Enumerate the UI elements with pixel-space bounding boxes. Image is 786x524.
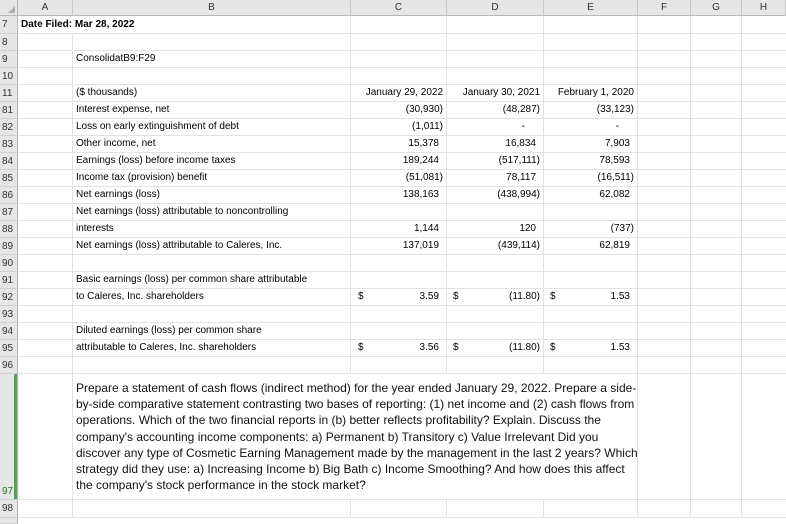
currency-symbol: $ <box>453 342 459 353</box>
value-2022: 1,144 <box>413 223 439 234</box>
value-2021: (11.80) <box>509 291 540 302</box>
cell[interactable] <box>691 306 742 322</box>
cell[interactable] <box>544 272 638 288</box>
cell[interactable] <box>638 238 691 254</box>
cell[interactable] <box>544 255 638 271</box>
cell-label[interactable] <box>73 238 351 254</box>
cell-d11[interactable] <box>447 85 544 101</box>
row-header[interactable]: 90 <box>0 255 18 272</box>
cell-b11[interactable] <box>73 85 351 101</box>
cell[interactable] <box>638 272 691 288</box>
value-2022: (1,011) <box>412 121 443 132</box>
sheet-row <box>18 34 786 51</box>
cell-c11[interactable] <box>351 85 447 101</box>
cell[interactable] <box>544 323 638 339</box>
value-2020: 62,082 <box>599 189 630 200</box>
cell[interactable] <box>18 153 73 169</box>
cell[interactable] <box>18 51 73 67</box>
row-header[interactable]: 95 <box>0 340 18 357</box>
cell[interactable] <box>351 323 447 339</box>
cell-d7[interactable] <box>447 16 544 33</box>
cell[interactable] <box>351 357 447 373</box>
cell-b9[interactable] <box>73 51 351 67</box>
cell-e11[interactable] <box>544 85 638 101</box>
cell-value[interactable] <box>447 119 544 135</box>
cell[interactable] <box>638 119 691 135</box>
sheet-row <box>18 102 786 119</box>
column-date-2022: January 29, 2022 <box>365 87 443 98</box>
value-2022: 15,378 <box>408 138 439 149</box>
cell-value[interactable] <box>447 136 544 152</box>
cell[interactable] <box>691 136 742 152</box>
cell-value[interactable] <box>351 102 447 118</box>
cell[interactable] <box>544 306 638 322</box>
cell[interactable] <box>351 204 447 220</box>
column-date-2020: February 1, 2020 <box>557 87 634 98</box>
sheet-row <box>18 68 786 85</box>
sheet-row <box>18 500 786 518</box>
cell[interactable] <box>691 357 742 373</box>
cell-value[interactable] <box>351 340 447 356</box>
cell[interactable] <box>638 204 691 220</box>
cell-label[interactable] <box>73 102 351 118</box>
row-header[interactable]: 89 <box>0 238 18 255</box>
row-label: Basic earnings (loss) per common share attributable <box>76 274 308 285</box>
row-header[interactable]: 94 <box>0 323 18 340</box>
cell[interactable] <box>18 85 73 101</box>
sheet-row <box>18 323 786 340</box>
cell[interactable] <box>638 357 691 373</box>
cell-label[interactable] <box>73 153 351 169</box>
cell[interactable] <box>73 306 351 322</box>
currency-symbol: $ <box>358 342 364 353</box>
value-2022: 137,019 <box>402 240 439 251</box>
cell-value[interactable] <box>447 238 544 254</box>
column-header-d[interactable]: D <box>447 0 544 16</box>
value-2022: 3.59 <box>419 291 439 302</box>
cell[interactable] <box>638 306 691 322</box>
cell[interactable] <box>544 500 638 517</box>
column-header-h[interactable]: H <box>742 0 786 16</box>
cell-value[interactable] <box>447 289 544 305</box>
cell[interactable] <box>18 221 73 237</box>
sheet-row <box>18 221 786 238</box>
value-2020: 1.53 <box>610 291 630 302</box>
cell[interactable] <box>544 51 638 67</box>
cell[interactable] <box>691 374 742 499</box>
row-label: to Caleres, Inc. shareholders <box>76 291 204 302</box>
cell[interactable] <box>18 68 73 84</box>
row-header[interactable]: 82 <box>0 119 18 136</box>
cell[interactable] <box>691 187 742 203</box>
row-label: interests <box>76 223 114 234</box>
value-2020: 7,903 <box>604 138 630 149</box>
cell[interactable] <box>638 255 691 271</box>
cell[interactable] <box>638 340 691 356</box>
value-2022: 138,163 <box>402 189 439 200</box>
cell-a7[interactable] <box>18 16 135 33</box>
cell[interactable] <box>691 102 742 118</box>
cell-g7[interactable] <box>691 16 742 33</box>
value-2020: (737) <box>610 223 634 234</box>
cell[interactable] <box>18 34 73 50</box>
cell[interactable] <box>691 170 742 186</box>
cell[interactable] <box>638 136 691 152</box>
cell-c7[interactable] <box>351 16 447 33</box>
cell-f7[interactable] <box>638 16 691 33</box>
cell[interactable] <box>447 68 544 84</box>
cell-value[interactable] <box>351 153 447 169</box>
row-header[interactable]: 93 <box>0 306 18 323</box>
cell[interactable] <box>544 34 638 50</box>
cell[interactable] <box>638 221 691 237</box>
cell-value[interactable] <box>544 221 638 237</box>
cell[interactable] <box>18 289 73 305</box>
cell-value[interactable] <box>351 136 447 152</box>
cell-value[interactable] <box>351 119 447 135</box>
cell[interactable] <box>18 136 73 152</box>
cell-value[interactable] <box>544 153 638 169</box>
cell[interactable] <box>351 68 447 84</box>
row-header-selected[interactable] <box>0 374 18 500</box>
cell-value[interactable] <box>351 289 447 305</box>
row-label: Income tax (provision) benefit <box>76 172 208 183</box>
row-label: Net earnings (loss) attributable to noncontrolling <box>76 206 289 217</box>
cell[interactable] <box>691 500 742 517</box>
row-label: attributable to Caleres, Inc. shareholders <box>76 342 257 353</box>
cell-label[interactable] <box>73 221 351 237</box>
cell-value[interactable] <box>544 136 638 152</box>
cell[interactable] <box>18 102 73 118</box>
cell-value[interactable] <box>351 187 447 203</box>
sheet-row <box>18 357 786 374</box>
sheet-row <box>18 51 786 68</box>
cell-value[interactable] <box>447 340 544 356</box>
row-header[interactable]: 92 <box>0 289 18 306</box>
value-2021: (11.80) <box>509 342 540 353</box>
cell[interactable] <box>691 289 742 305</box>
row-header[interactable]: 88 <box>0 221 18 238</box>
row-header[interactable]: 9 <box>0 51 18 68</box>
row-label: Other income, net <box>76 138 156 149</box>
cell-label[interactable] <box>73 289 351 305</box>
cell[interactable] <box>691 153 742 169</box>
cell-value[interactable] <box>351 221 447 237</box>
sheet-row <box>18 16 786 34</box>
cell[interactable] <box>18 306 73 322</box>
row-label: Loss on early extinguishment of debt <box>76 121 239 132</box>
cell[interactable] <box>447 323 544 339</box>
sheet-row <box>18 204 786 221</box>
value-2020: (16,511) <box>597 172 634 183</box>
cell-label[interactable] <box>73 170 351 186</box>
cell[interactable] <box>638 323 691 339</box>
cell[interactable] <box>638 85 691 101</box>
row-header[interactable]: 8 <box>0 34 18 51</box>
row-header[interactable]: 98 <box>0 500 18 518</box>
value-2022: (51,081) <box>405 172 443 183</box>
value-2020: 78,593 <box>599 155 630 166</box>
currency-symbol: $ <box>358 291 364 302</box>
cell[interactable] <box>351 51 447 67</box>
row-header[interactable]: 81 <box>0 102 18 119</box>
cell-e7[interactable] <box>544 16 638 33</box>
row-header[interactable]: 84 <box>0 153 18 170</box>
row-header[interactable]: 86 <box>0 187 18 204</box>
cell[interactable] <box>544 357 638 373</box>
cell-label[interactable] <box>73 187 351 203</box>
cell[interactable] <box>18 255 73 271</box>
cell[interactable] <box>638 51 691 67</box>
sheet-row <box>18 272 786 289</box>
cell[interactable] <box>18 374 73 499</box>
value-2020: (33,123) <box>596 104 634 115</box>
cell[interactable] <box>351 34 447 50</box>
cell[interactable] <box>351 272 447 288</box>
cell[interactable] <box>691 238 742 254</box>
sheet-row <box>18 187 786 204</box>
cell-label[interactable] <box>73 204 351 220</box>
value-2020: - <box>615 121 619 132</box>
value-2022: (30,930) <box>405 104 443 115</box>
cell[interactable] <box>638 170 691 186</box>
column-header-b[interactable]: B <box>73 0 351 16</box>
cell[interactable] <box>18 500 73 517</box>
value-2021: 16,834 <box>505 138 536 149</box>
row-header[interactable]: 10 <box>0 68 18 85</box>
cell[interactable] <box>447 500 544 517</box>
value-2022: 189,244 <box>402 155 439 166</box>
value-2021: - <box>521 121 525 132</box>
cell[interactable] <box>447 204 544 220</box>
cell[interactable] <box>691 323 742 339</box>
cell-value[interactable] <box>544 102 638 118</box>
cell-value[interactable] <box>447 102 544 118</box>
cell[interactable] <box>447 51 544 67</box>
cell-value[interactable] <box>447 221 544 237</box>
value-2020: 62,819 <box>599 240 630 251</box>
cell-value[interactable] <box>544 187 638 203</box>
currency-symbol: $ <box>550 342 556 353</box>
sheet-row <box>18 170 786 187</box>
value-2021: 120 <box>519 223 536 234</box>
cell[interactable] <box>691 85 742 101</box>
cell[interactable] <box>544 204 638 220</box>
cell[interactable] <box>73 34 351 50</box>
cell[interactable] <box>691 34 742 50</box>
cell[interactable] <box>18 357 73 373</box>
row-number: 97 <box>2 486 14 497</box>
cell[interactable] <box>18 238 73 254</box>
column-header-g[interactable]: G <box>691 0 742 16</box>
cell-value[interactable] <box>544 289 638 305</box>
cell-label[interactable] <box>73 340 351 356</box>
cell[interactable] <box>691 68 742 84</box>
cell[interactable] <box>544 68 638 84</box>
range-reference-text: ConsolidatB9:F29 <box>76 53 156 64</box>
date-filed-text: Date Filed: Mar 28, 2022 <box>21 19 135 30</box>
cell[interactable] <box>638 153 691 169</box>
cell[interactable] <box>638 289 691 305</box>
cell-label[interactable] <box>73 272 351 288</box>
cell[interactable] <box>447 272 544 288</box>
value-2020: 1.53 <box>610 342 630 353</box>
row-label: Net earnings (loss) attributable to Caleres, Inc. <box>76 240 283 251</box>
sheet-row <box>18 289 786 306</box>
row-header[interactable]: 87 <box>0 204 18 221</box>
cell-value[interactable] <box>447 153 544 169</box>
cell[interactable] <box>18 187 73 203</box>
row-header[interactable]: 91 <box>0 272 18 289</box>
row-label: Net earnings (loss) <box>76 189 160 200</box>
cell[interactable] <box>691 204 742 220</box>
row-header[interactable]: 85 <box>0 170 18 187</box>
cell[interactable] <box>638 187 691 203</box>
row-header[interactable]: 83 <box>0 136 18 153</box>
sheet-row <box>18 153 786 170</box>
value-2021: (439,114) <box>497 240 540 251</box>
cell-value[interactable] <box>544 119 638 135</box>
cell-label[interactable] <box>73 136 351 152</box>
cell-value[interactable] <box>544 170 638 186</box>
cell[interactable] <box>73 357 351 373</box>
row-header[interactable]: 96 <box>0 357 18 374</box>
column-header-a[interactable]: A <box>18 0 73 16</box>
sheet-row <box>18 306 786 323</box>
cell[interactable] <box>18 323 73 339</box>
sheet-row <box>18 136 786 153</box>
sheet-row <box>18 85 786 102</box>
currency-symbol: $ <box>550 291 556 302</box>
value-2021: (517,111) <box>498 155 540 166</box>
cell-value[interactable] <box>544 238 638 254</box>
column-header-c[interactable]: C <box>351 0 447 16</box>
cell[interactable] <box>691 51 742 67</box>
cell[interactable] <box>351 500 447 517</box>
cell[interactable] <box>638 374 691 499</box>
cell[interactable] <box>73 68 351 84</box>
cell-b7[interactable] <box>73 16 351 33</box>
cell[interactable] <box>18 119 73 135</box>
cell-label[interactable] <box>73 119 351 135</box>
row-header[interactable]: 7 <box>0 16 18 34</box>
cell[interactable] <box>638 102 691 118</box>
cell-value[interactable] <box>447 170 544 186</box>
cell[interactable] <box>447 255 544 271</box>
cell[interactable] <box>691 119 742 135</box>
cell[interactable] <box>447 34 544 50</box>
cell[interactable] <box>638 500 691 517</box>
row-header-partial <box>0 518 18 524</box>
row-label: Diluted earnings (loss) per common share <box>76 325 262 336</box>
cell[interactable] <box>447 357 544 373</box>
cell[interactable] <box>691 340 742 356</box>
cell[interactable] <box>73 500 351 517</box>
cell[interactable] <box>18 204 73 220</box>
cell-value[interactable] <box>544 340 638 356</box>
currency-symbol: $ <box>453 291 459 302</box>
value-2021: 78,117 <box>506 172 536 183</box>
cell[interactable] <box>351 306 447 322</box>
cell[interactable] <box>447 306 544 322</box>
row-header[interactable]: 11 <box>0 85 18 102</box>
cell-value[interactable] <box>351 170 447 186</box>
cell[interactable] <box>73 255 351 271</box>
cell[interactable] <box>18 170 73 186</box>
sheet-row <box>18 255 786 272</box>
row-selection-indicator <box>14 374 17 499</box>
value-2021: (438,994) <box>497 189 540 200</box>
column-header-f[interactable]: F <box>638 0 691 16</box>
cell[interactable] <box>18 340 73 356</box>
cell-value[interactable] <box>447 187 544 203</box>
question-text: Prepare a statement of cash flows (indirect method) for the year ended January 29, 2022. Prepare a side-by-side comparative statement contrasting two bases of reporting: (1) net income and (2) cash flows from operations. Which of the two financial reports in (b) better reflects profitability? Explain. Discuss the company's accounting income components: a) Permanent b) Transitory c) Value Irrelevant Did you discover any type of Cosmetic Earning Management made by the management in the last 2 years? Which strategy did they use: a) Increasing Income b) Big Bath c) Income Smoothing? And how does this affect the company's stock performance in the stock market? <box>76 381 638 493</box>
value-2022: 3.56 <box>419 342 439 353</box>
cell[interactable] <box>691 221 742 237</box>
cell[interactable] <box>638 34 691 50</box>
select-all-corner[interactable] <box>0 0 18 16</box>
cell[interactable] <box>691 272 742 288</box>
cell[interactable] <box>638 68 691 84</box>
row-label: Earnings (loss) before income taxes <box>76 155 236 166</box>
cell-value[interactable] <box>351 238 447 254</box>
row-label: Interest expense, net <box>76 104 170 115</box>
value-2021: (48,287) <box>502 104 540 115</box>
cell-label[interactable] <box>73 323 351 339</box>
sheet-row <box>18 238 786 255</box>
cell[interactable] <box>18 272 73 288</box>
cell[interactable] <box>691 255 742 271</box>
column-date-2021: January 30, 2021 <box>462 87 540 98</box>
cell[interactable] <box>351 255 447 271</box>
sheet-row <box>18 340 786 357</box>
sheet-row <box>18 119 786 136</box>
units-label: ($ thousands) <box>76 87 138 98</box>
column-header-e[interactable]: E <box>544 0 638 16</box>
